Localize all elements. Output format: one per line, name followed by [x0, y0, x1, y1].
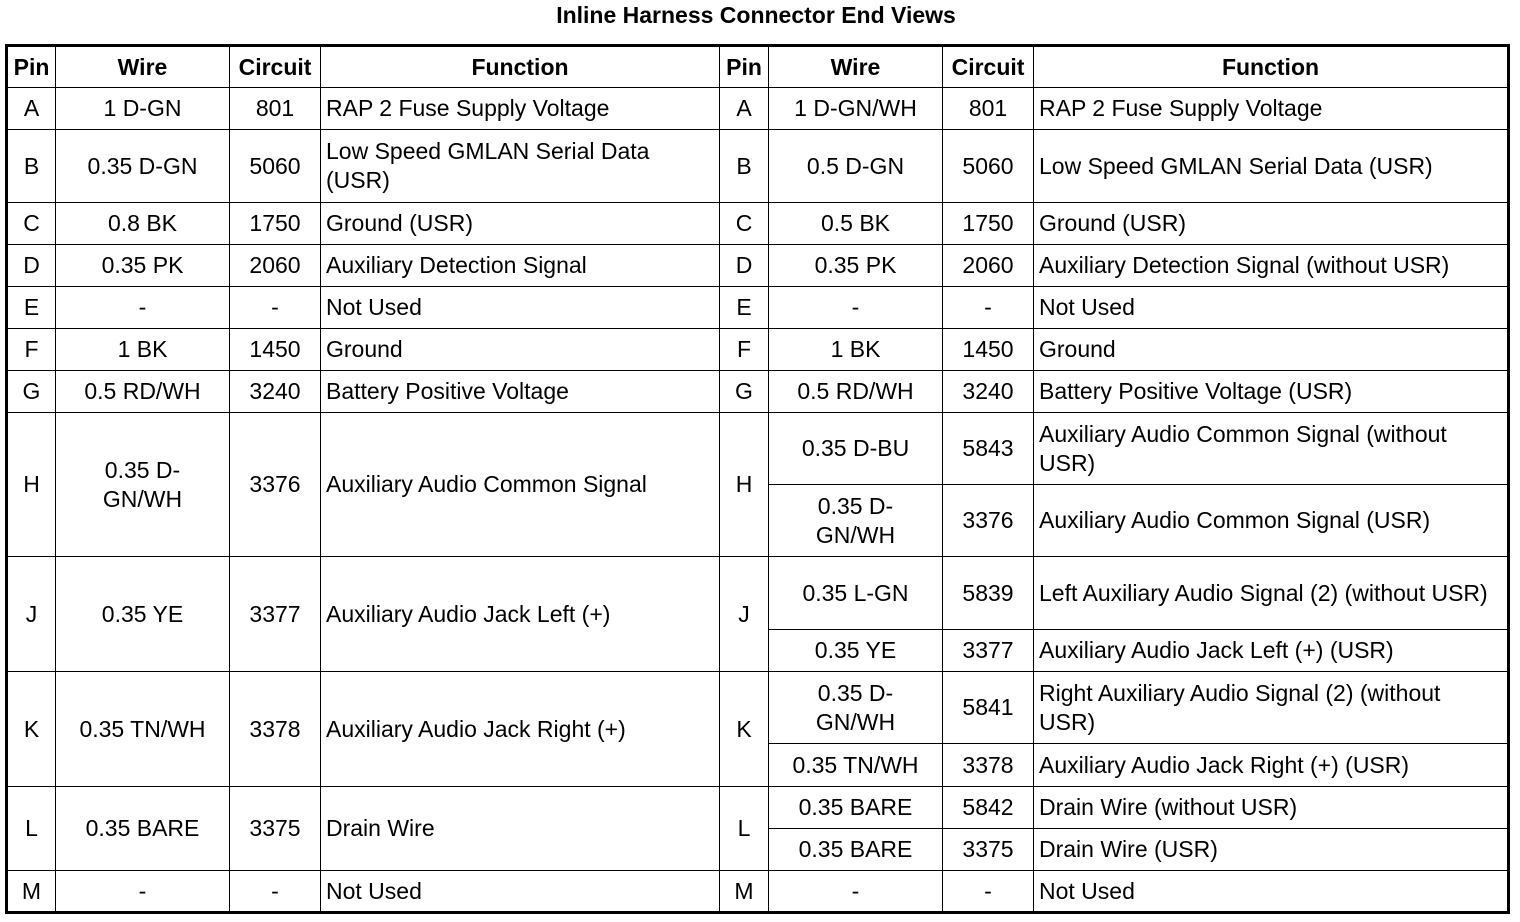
wire-cell: 0.35 PK — [56, 245, 230, 287]
header-pin-left: Pin — [7, 46, 56, 88]
header-function-right: Function — [1034, 46, 1509, 88]
pin-cell: J — [720, 557, 769, 672]
pin-cell: H — [720, 413, 769, 557]
function-cell: Auxiliary Audio Jack Left (+) (USR) — [1034, 630, 1509, 672]
function-cell: Ground — [321, 329, 720, 371]
wire-cell: - — [56, 287, 230, 329]
wire-cell: 1 D-GN — [56, 88, 230, 130]
circuit-cell: 3376 — [943, 485, 1034, 557]
wire-cell: - — [769, 287, 943, 329]
circuit-cell: 801 — [943, 88, 1034, 130]
function-cell: Drain Wire (without USR) — [1034, 787, 1509, 829]
table-row — [7, 203, 1509, 245]
pin-cell: K — [720, 672, 769, 787]
table-row — [7, 557, 1509, 630]
circuit-cell: 2060 — [230, 245, 321, 287]
header-function-left: Function — [321, 46, 720, 88]
circuit-cell: 5060 — [943, 130, 1034, 203]
pin-cell: H — [7, 413, 56, 557]
function-cell: Battery Positive Voltage — [321, 371, 720, 413]
function-cell: Not Used — [321, 871, 720, 913]
wire-cell: 0.35 BARE — [769, 829, 943, 871]
pin-cell: K — [7, 672, 56, 787]
function-cell: Not Used — [321, 287, 720, 329]
function-cell: Right Auxiliary Audio Signal (2) (without USR) — [1034, 672, 1509, 744]
wire-cell: 0.35 BARE — [769, 787, 943, 829]
table-row — [7, 371, 1509, 413]
wire-cell: 0.35 L-GN — [769, 557, 943, 630]
circuit-cell: 3378 — [230, 672, 321, 787]
table-row — [7, 672, 1509, 744]
pin-cell: C — [720, 203, 769, 245]
circuit-cell: 1750 — [230, 203, 321, 245]
circuit-cell: - — [943, 871, 1034, 913]
function-cell: Left Auxiliary Audio Signal (2) (without USR) — [1034, 557, 1509, 630]
wire-cell: - — [56, 871, 230, 913]
pin-cell: A — [720, 88, 769, 130]
circuit-cell: 3377 — [230, 557, 321, 672]
function-cell: Low Speed GMLAN Serial Data (USR) — [321, 130, 720, 203]
function-cell: Drain Wire — [321, 787, 720, 871]
wire-cell: 1 BK — [769, 329, 943, 371]
header-circuit-left: Circuit — [230, 46, 321, 88]
pin-cell: F — [720, 329, 769, 371]
header-pin-right: Pin — [720, 46, 769, 88]
wire-cell: 1 BK — [56, 329, 230, 371]
wire-cell: 0.35 PK — [769, 245, 943, 287]
header-row — [7, 46, 1509, 88]
pin-cell: C — [7, 203, 56, 245]
connector-table — [5, 44, 1510, 914]
function-cell: Battery Positive Voltage (USR) — [1034, 371, 1509, 413]
pin-cell: B — [720, 130, 769, 203]
function-cell: Auxiliary Detection Signal — [321, 245, 720, 287]
wire-cell: 0.35 D-GN/WH — [769, 672, 943, 744]
circuit-cell: 3376 — [230, 413, 321, 557]
pin-cell: G — [720, 371, 769, 413]
function-cell: Auxiliary Audio Common Signal (without USR) — [1034, 413, 1509, 485]
header-wire-left: Wire — [56, 46, 230, 88]
pin-cell: J — [7, 557, 56, 672]
function-cell: Drain Wire (USR) — [1034, 829, 1509, 871]
wire-cell: 0.8 BK — [56, 203, 230, 245]
circuit-cell: 5842 — [943, 787, 1034, 829]
pin-cell: L — [7, 787, 56, 871]
function-cell: Auxiliary Audio Jack Left (+) — [321, 557, 720, 672]
circuit-cell: 1450 — [943, 329, 1034, 371]
circuit-cell: 2060 — [943, 245, 1034, 287]
function-cell: Ground (USR) — [321, 203, 720, 245]
circuit-cell: 3240 — [230, 371, 321, 413]
circuit-cell: 3377 — [943, 630, 1034, 672]
wire-cell: 0.35 D-GN — [56, 130, 230, 203]
circuit-cell: - — [230, 871, 321, 913]
circuit-cell: 1750 — [943, 203, 1034, 245]
pin-cell: D — [7, 245, 56, 287]
wire-cell: 0.35 YE — [769, 630, 943, 672]
function-cell: Auxiliary Audio Common Signal (USR) — [1034, 485, 1509, 557]
function-cell: Auxiliary Audio Jack Right (+) (USR) — [1034, 744, 1509, 787]
wire-cell: 1 D-GN/WH — [769, 88, 943, 130]
pin-cell: E — [7, 287, 56, 329]
table-row — [7, 413, 1509, 485]
table-row — [7, 287, 1509, 329]
wire-cell: 0.35 TN/WH — [769, 744, 943, 787]
wire-cell: 0.35 BARE — [56, 787, 230, 871]
wire-cell: 0.35 D-GN/WH — [769, 485, 943, 557]
circuit-cell: 801 — [230, 88, 321, 130]
circuit-cell: 5060 — [230, 130, 321, 203]
pin-cell: F — [7, 329, 56, 371]
table-row — [7, 88, 1509, 130]
circuit-cell: 3240 — [943, 371, 1034, 413]
wire-cell: 0.35 YE — [56, 557, 230, 672]
function-cell: Ground (USR) — [1034, 203, 1509, 245]
wire-cell: 0.35 D-GN/WH — [56, 413, 230, 557]
table-row — [7, 130, 1509, 203]
circuit-cell: 5839 — [943, 557, 1034, 630]
wire-cell: 0.5 RD/WH — [56, 371, 230, 413]
circuit-cell: 5841 — [943, 672, 1034, 744]
function-cell: Low Speed GMLAN Serial Data (USR) — [1034, 130, 1509, 203]
circuit-cell: 5843 — [943, 413, 1034, 485]
circuit-cell: - — [230, 287, 321, 329]
wire-cell: - — [769, 871, 943, 913]
table-row — [7, 245, 1509, 287]
table-row — [7, 329, 1509, 371]
pin-cell: E — [720, 287, 769, 329]
function-cell: Not Used — [1034, 287, 1509, 329]
pin-cell: B — [7, 130, 56, 203]
header-wire-right: Wire — [769, 46, 943, 88]
pin-cell: M — [7, 871, 56, 913]
wire-cell: 0.5 BK — [769, 203, 943, 245]
pin-cell: M — [720, 871, 769, 913]
function-cell: Auxiliary Audio Common Signal — [321, 413, 720, 557]
page-title: Inline Harness Connector End Views — [556, 2, 956, 28]
circuit-cell: 1450 — [230, 329, 321, 371]
circuit-cell: 3375 — [230, 787, 321, 871]
function-cell: RAP 2 Fuse Supply Voltage — [321, 88, 720, 130]
table-row — [7, 787, 1509, 829]
pin-cell: L — [720, 787, 769, 871]
pin-cell: A — [7, 88, 56, 130]
wire-cell: 0.35 D-BU — [769, 413, 943, 485]
circuit-cell: - — [943, 287, 1034, 329]
function-cell: Ground — [1034, 329, 1509, 371]
function-cell: Auxiliary Audio Jack Right (+) — [321, 672, 720, 787]
wire-cell: 0.5 D-GN — [769, 130, 943, 203]
pin-cell: D — [720, 245, 769, 287]
table-row — [7, 871, 1509, 913]
pin-cell: G — [7, 371, 56, 413]
circuit-cell: 3375 — [943, 829, 1034, 871]
wire-cell: 0.5 RD/WH — [769, 371, 943, 413]
wire-cell: 0.35 TN/WH — [56, 672, 230, 787]
header-circuit-right: Circuit — [943, 46, 1034, 88]
function-cell: Auxiliary Detection Signal (without USR) — [1034, 245, 1509, 287]
function-cell: RAP 2 Fuse Supply Voltage — [1034, 88, 1509, 130]
function-cell: Not Used — [1034, 871, 1509, 913]
circuit-cell: 3378 — [943, 744, 1034, 787]
